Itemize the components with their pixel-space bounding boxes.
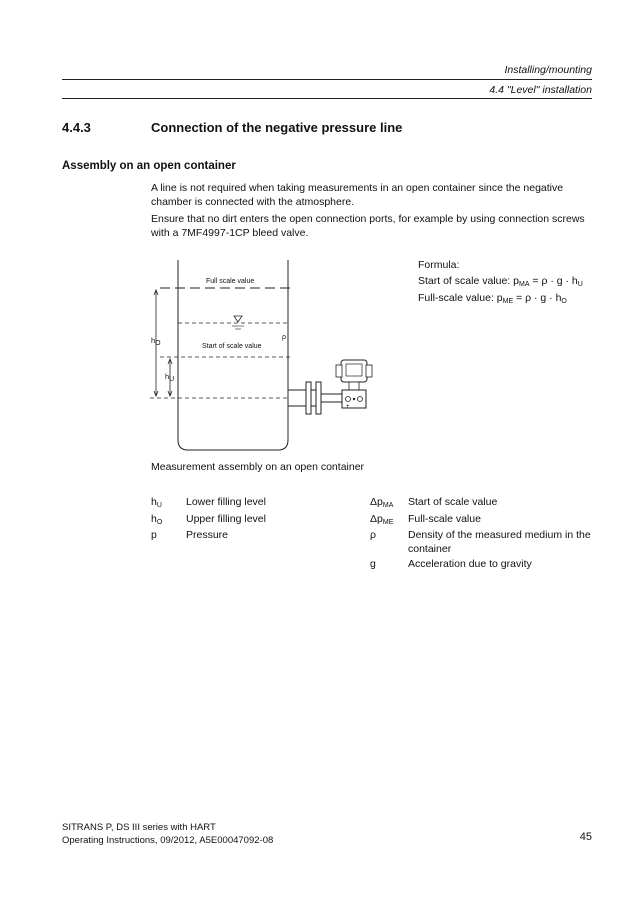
legend-desc-hu: Lower filling level — [186, 496, 266, 508]
container-diagram — [140, 250, 380, 460]
header-section: 4.4 "Level" installation — [489, 84, 592, 96]
h-o-label: $h_O$ — [151, 336, 161, 347]
header-chapter: Installing/mounting — [504, 64, 592, 76]
paragraph-1: A line is not required when taking measurements in an open container since the negative chamber is connected with the atmosphere. — [151, 182, 564, 208]
paragraph-2: Ensure that no dirt enters the open connection ports, for example by using connection screws with a 7MF4997-1CP bleed valve. — [151, 213, 585, 239]
formula-full: Full-scale value: $p_{ME} = \rho \cdot g \cdot h_O$ — [418, 292, 567, 305]
h-u-label: $h_U$ — [165, 372, 175, 383]
header-rule — [62, 79, 592, 80]
legend-desc-dpme: Full-scale value — [408, 513, 481, 525]
full-scale-label: Full scale value — [206, 278, 255, 285]
subheading: Assembly on an open container — [62, 160, 236, 172]
legend-sym-hu: $h_U$ — [151, 496, 162, 509]
section-title: Connection of the negative pressure line — [151, 120, 403, 135]
legend-sym-dpme: $\Delta p_{ME}$ — [370, 513, 394, 526]
legend-sym-rho: ρ — [370, 529, 376, 541]
section-number: 4.4.3 — [62, 120, 91, 135]
formula-label: Formula: — [418, 259, 460, 271]
legend-desc-g: Acceleration due to gravity — [408, 558, 532, 570]
legend-sym-p: p — [151, 529, 157, 541]
formula-start: Start of scale value: $p_{MA} = \rho \cdot g \cdot h_U$ — [418, 275, 583, 288]
flange-left — [306, 382, 311, 414]
legend-sym-ho: $h_O$ — [151, 513, 163, 526]
level-marker-icon — [234, 316, 242, 322]
legend-desc-rho: Density of the measured medium in the container — [408, 529, 591, 555]
figure-caption: Measurement assembly on an open container — [151, 461, 365, 473]
rho-label: ρ — [282, 334, 286, 341]
legend-sym-dpma: $\Delta p_{MA}$ — [370, 496, 394, 509]
legend-desc-ho: Upper filling level — [186, 513, 266, 525]
legend-sym-g: g — [370, 558, 376, 570]
flange-right — [316, 382, 321, 414]
page-number: 45 — [579, 831, 592, 843]
footer-doc: Operating Instructions, 09/2012, A5E00047092-08 — [62, 835, 274, 846]
legend-desc-p: Pressure — [186, 529, 229, 541]
legend-desc-dpma: Start of scale value — [408, 496, 498, 508]
footer-product: SITRANS P, DS III series with HART — [62, 822, 216, 833]
transmitter-icon — [336, 360, 372, 408]
start-scale-label: Start of scale value — [202, 343, 262, 350]
header-rule-2 — [62, 98, 592, 99]
plus-label: + — [346, 404, 350, 410]
